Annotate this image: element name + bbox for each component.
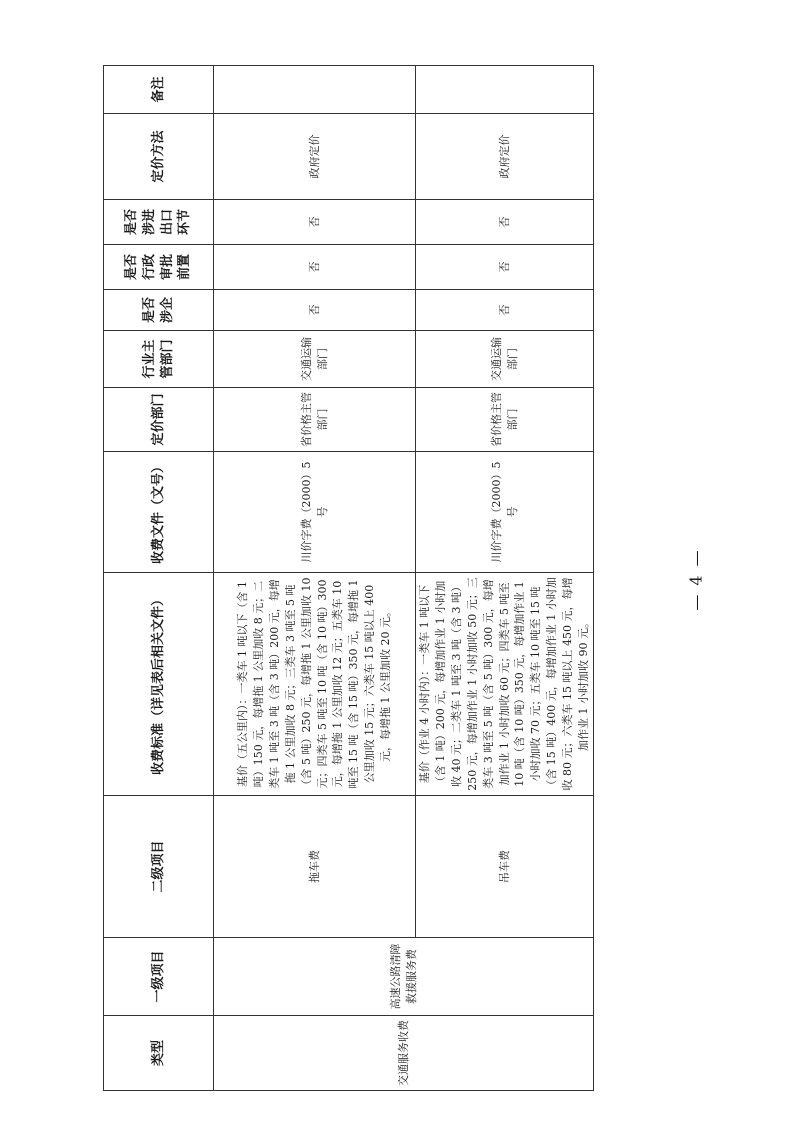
header-pricing-dept: 定价部门: [104, 388, 214, 452]
standard-cell: 基价（五公里内）：一类车 1 吨以下（含 1 吨）150 元，每增拖 1 公里加收 8 元；二类车 1 吨至 3 吨（含 3 吨）200 元，每增拖 1 公里加收 8 元；三类车 3 吨至 5 吨（含 5 吨）250 元，每增拖 1 公里加收 10 元；四类车 5 吨至 10 吨（含 10 吨）300 元，每增拖 1 公里加收 12 元；五类车 10 吨至 15 吨（含 15 吨）350 元，每增拖 1 公里加收 15 元；六类车 15 吨以上 400 元，每增拖 1 公里加收 20 元。: [214, 573, 416, 796]
header-pricing-method: 定价方法: [104, 114, 214, 200]
header-level2: 二级项目: [104, 796, 214, 938]
header-remarks: 备注: [104, 66, 214, 114]
remarks-cell: [416, 66, 594, 114]
industry-dept-cell: 交通运输部门: [214, 331, 416, 388]
pricing-dept-cell: 省价格主管部门: [416, 388, 594, 452]
header-import-export: 是否涉进出口环节: [104, 200, 214, 245]
fee-table: [103, 65, 594, 1091]
import-export-cell: 否: [214, 200, 416, 245]
pricing-dept-cell: 省价格主管部门: [214, 388, 416, 452]
header-approval: 是否行政审批前置: [104, 245, 214, 290]
header-document: 收费文件（文号）: [104, 452, 214, 573]
header-type: 类型: [104, 1016, 214, 1091]
level1-cell: 高速公路清障救援服务费: [214, 938, 594, 1016]
rotated-page: [103, 66, 593, 1091]
import-export-cell: 否: [416, 200, 594, 245]
header-standard: 收费标准（详见表后相关文件）: [104, 573, 214, 796]
document-cell: 川价字费（2000）5 号: [214, 452, 416, 573]
type-cell: 交通服务收费: [214, 1016, 594, 1091]
page-number: — 4 —: [686, 548, 706, 611]
header-row: [104, 66, 214, 1091]
table-row: [214, 66, 416, 1091]
industry-dept-cell: 交通运输部门: [416, 331, 594, 388]
header-level1: 一级项目: [104, 938, 214, 1016]
header-industry-dept: 行业主管部门: [104, 331, 214, 388]
level2-cell: 吊车费: [416, 796, 594, 938]
document-cell: 川价字费（2000）5 号: [416, 452, 594, 573]
standard-cell: 基价（作业 4 小时内）：一类车 1 吨以下（含 1 吨）200 元，每增加作业 1 小时加收 40 元；二类车 1 吨至 3 吨（含 3 吨）250 元，每增加作业 1 小时加收 50 元；三类车 3 吨至 5 吨（含 5 吨）300 元，每增加作业 1 小时加收 60 元；四类车 5 吨至 10 吨（含 10 吨）350 元，每增加作业 1 小时加收 70 元；五类车 10 吨至 15 吨（含 15 吨）400 元，每增加作业 1 小时加收 80 元；六类车 15 吨以上 450 元，每增加作业 1 小时加收 90 元。: [416, 573, 594, 796]
level2-cell: 拖车费: [214, 796, 416, 938]
pricing-method-cell: 政府定价: [416, 114, 594, 200]
remarks-cell: [214, 66, 416, 114]
header-enterprise: 是否涉企: [104, 290, 214, 331]
enterprise-cell: 否: [214, 290, 416, 331]
table-row: [416, 66, 594, 1091]
approval-cell: 否: [214, 245, 416, 290]
enterprise-cell: 否: [416, 290, 594, 331]
approval-cell: 否: [416, 245, 594, 290]
pricing-method-cell: 政府定价: [214, 114, 416, 200]
